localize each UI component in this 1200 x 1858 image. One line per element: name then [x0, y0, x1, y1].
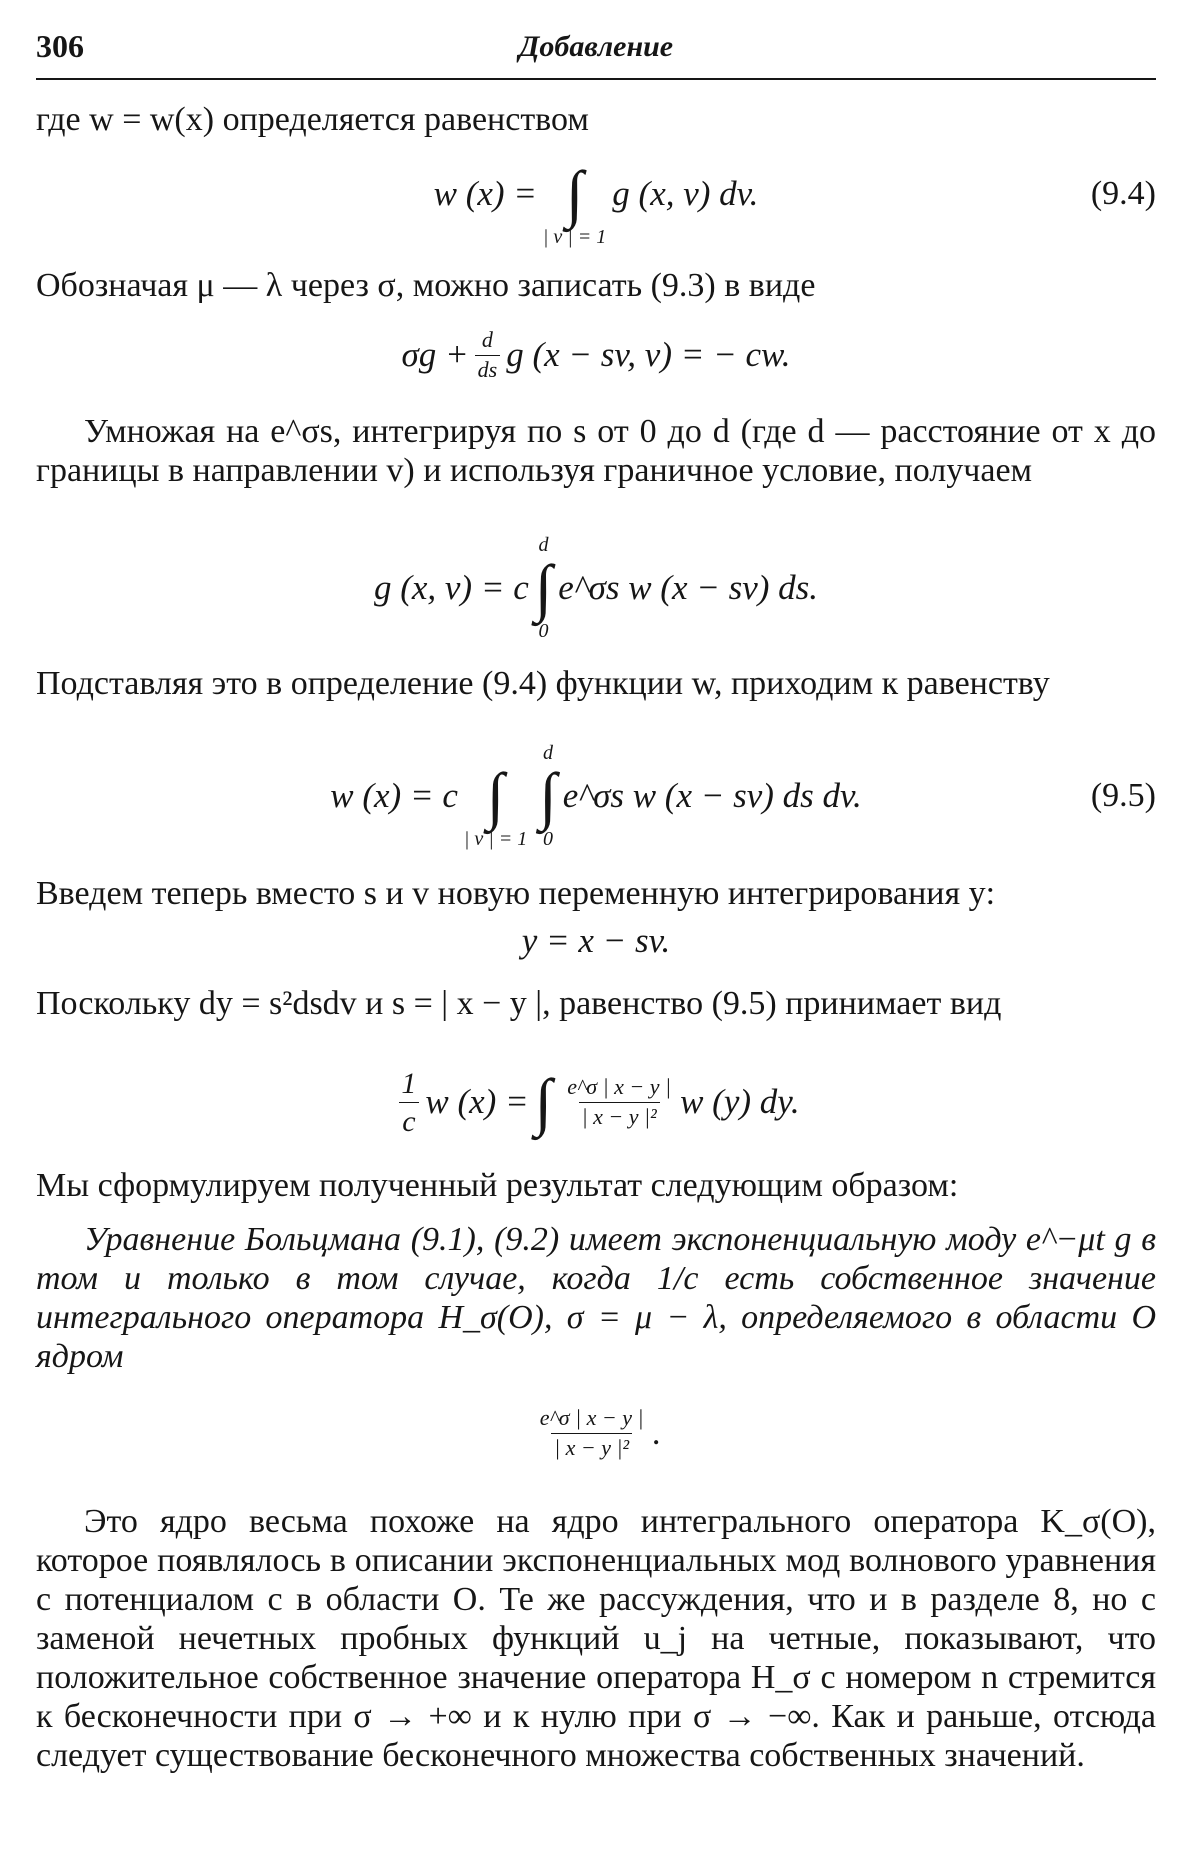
- eq-final-rhs: w (y) dy.: [680, 1082, 800, 1121]
- integral-sign: d ∫ 0: [539, 742, 557, 850]
- paragraph-7: Мы сформулируем полученный результат следующим образом:: [36, 1167, 959, 1204]
- one-over-c-fraction: 1 c: [398, 1067, 419, 1138]
- integral-lower-limit: | v | = 1: [463, 828, 528, 850]
- ode-right: g (x − sv, v) = − cw.: [506, 335, 791, 374]
- paragraph-4: Подставляя это в определение (9.4) функции w, приходим к равенству: [36, 665, 1050, 702]
- integral-upper-limit: d: [543, 742, 553, 764]
- equation-9-5: [36, 734, 1156, 858]
- running-header: [36, 22, 1156, 80]
- paragraph-6: Поскольку dy = s²dsdv и s = | x − y |, равенство (9.5) принимает вид: [36, 985, 1002, 1022]
- eq94-integrand: g (x, v) dv.: [612, 174, 759, 213]
- equation-9-4: [36, 146, 1156, 248]
- kernel-fraction: e^σ | x − y | | x − y |²: [539, 1405, 644, 1460]
- integral-lower-limit: | v | = 1: [542, 226, 607, 248]
- integral-sign: ∫ | v | = 1: [542, 158, 607, 248]
- kernel-expression: e^σ | x − y | | x − y |² .: [36, 1388, 1156, 1478]
- integral-lower-limit: 0: [538, 620, 549, 642]
- paragraph-9: Это ядро весьма похоже на ядро интегрального оператора K_σ(O), которое появлялось в описании экспоненциальных мод волнового уравнения с потенциалом c в области O. Те же рассуждения, что и в разделе 8, но с заменой нечетных пробных функций u_j на четные, показывают, что положительное собственное значение оператора H_σ с номером n стремится к бесконечности при σ → +∞ и к нулю при σ → −∞. Как и раньше, отсюда следует существование бесконечного множества собственных значений.: [36, 1503, 1156, 1774]
- paragraph-5: Введем теперь вместо s и v новую переменную интегрирования y:: [36, 875, 996, 912]
- page-number: 306: [36, 28, 84, 64]
- eq-g-integrand: e^σs w (x − sv) ds.: [558, 568, 819, 607]
- kernel-fraction: e^σ | x − y | | x − y |²: [567, 1074, 672, 1129]
- paragraph-3: Умножая на e^σs, интегрируя по s от 0 до d (где d — расстояние от x до границы в направлении v) и используя граничное условие, получаем: [36, 413, 1156, 489]
- eq95-lhs: w (x) = c: [330, 776, 458, 815]
- equation-ode: [36, 314, 1156, 396]
- eq95-integrand: e^σs w (x − sv) ds dv.: [562, 776, 862, 815]
- integral-upper-limit: d: [538, 534, 549, 556]
- equation-final: [36, 1052, 1156, 1152]
- paragraph-2: Обозначая μ — λ через σ, можно записать (9.3) в виде: [36, 267, 816, 304]
- integral-sign: d ∫ 0: [534, 534, 553, 642]
- equation-g: [36, 528, 1156, 648]
- equation-number: (9.5): [1090, 777, 1156, 814]
- theorem-statement: Уравнение Больцмана (9.1), (9.2) имеет экспоненциальную моду e^−μt g в том и только в том случае, когда 1/c есть собственное значение интегрального оператора H_σ(O), σ = μ − λ, определяемого в области O ядром: [36, 1221, 1156, 1375]
- ode-left: σg +: [401, 335, 469, 374]
- eq94-lhs: w (x) =: [433, 174, 537, 213]
- integral-lower-limit: 0: [543, 828, 553, 850]
- equation-number: (9.4): [1090, 175, 1156, 212]
- paragraph-1: где w = w(x) определяется равенством: [36, 101, 589, 138]
- equation-y: y = x − sv.: [521, 921, 671, 960]
- integral-sign: ∫: [534, 1066, 553, 1137]
- integral-sign: ∫ | v | = 1: [463, 760, 528, 850]
- eq-g-lhs: g (x, v) = c: [373, 568, 529, 607]
- eq-final-lhs: w (x) =: [425, 1082, 529, 1121]
- running-title: Добавление: [518, 30, 674, 63]
- derivative-fraction: $\frac{d}{ds}$: [475, 328, 501, 381]
